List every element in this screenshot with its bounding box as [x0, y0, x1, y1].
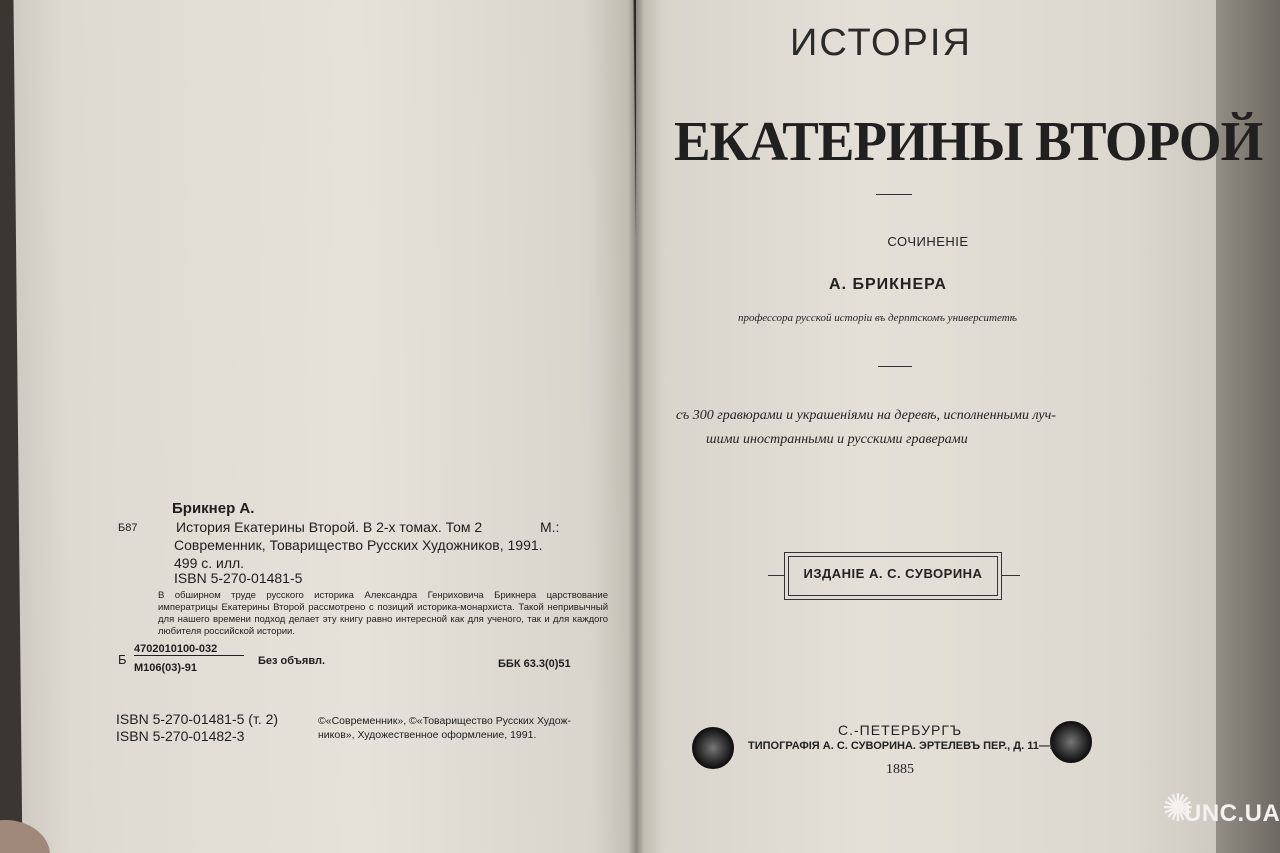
index-denominator: М106(03)-91 — [134, 662, 197, 674]
medal-left-icon — [692, 727, 734, 769]
medal-right-icon — [1050, 721, 1092, 763]
professor-line: профессора русской исторіи въ дерптскомъ университетѣ — [738, 312, 1018, 324]
imprint-publisher-prefix: М.: — [540, 519, 560, 535]
index-letter: Б — [118, 652, 127, 667]
isbn-volume: ISBN 5-270-01481-5 (т. 2) — [116, 711, 279, 727]
engravings-line-2: шими иностранными и русскими граверами — [706, 432, 968, 447]
copyright-line-1: ©«Современник», ©«Товарищество Русских Худож- — [318, 715, 571, 727]
index-numerator: 4702010100-032 — [134, 643, 244, 656]
edition-label: ИЗДАНІЕ А. С. СУВОРИНА — [803, 566, 983, 581]
imprint-author: Брикнер А. — [172, 500, 255, 517]
book-gutter — [628, 0, 644, 853]
imprint-pages: 499 с. илл. — [174, 555, 245, 571]
engravings-line-1: съ 300 гравюрами и украшеніями на деревѣ, исполненными луч- — [676, 408, 1056, 423]
imprint-title: История Екатерины Второй. В 2-х томах. Том 2 — [176, 519, 483, 535]
title-line-2: ЕКАТЕРИНЫ ВТОРОЙ — [674, 111, 1263, 173]
isbn-set: ISBN 5-270-01482-3 — [116, 728, 245, 744]
copyright-line-2: ников», Художественное оформление, 1991. — [318, 729, 537, 741]
imprint-publisher: Современник, Товарищество Русских Художников, 1991. — [174, 537, 543, 553]
sun-burst-icon: ✺ — [1162, 788, 1194, 830]
imprint-annotation: В обширном труде русского историка Александра Генриховича Брикнера царствование императрицы Екатерины Второй рассмотрено с позиций историка-монархиста. Такой непривычный для нашего времени подход делает эту книгу равно интересной как для ученого, так и для каждого любителя российской истории. — [158, 590, 608, 637]
title-line-1: ИСТОРІЯ — [790, 22, 972, 64]
city: С.-ПЕТЕРБУРГЪ — [838, 722, 963, 738]
printer-line: ТИПОГРАФІЯ А. С. СУВОРИНА. ЭРТЕЛЕВЪ ПЕР., Д. 11—2 — [748, 740, 1056, 752]
divider-2 — [878, 366, 912, 367]
watermark: UNC.UA — [1184, 800, 1280, 827]
works-label: СОЧИНЕНІЕ — [887, 234, 969, 249]
author-name: А. БРИКНЕРА — [829, 276, 947, 293]
imprint-isbn: ISBN 5-270-01481-5 — [174, 570, 303, 586]
bbk-code: ББК 63.3(0)51 — [498, 658, 571, 670]
no-ads-note: Без объявл. — [258, 655, 326, 667]
ornament-left — [768, 575, 786, 576]
year: 1885 — [886, 762, 914, 777]
imprint-code: Б87 — [118, 522, 138, 534]
divider-1 — [876, 194, 912, 195]
ornament-right — [998, 575, 1020, 576]
